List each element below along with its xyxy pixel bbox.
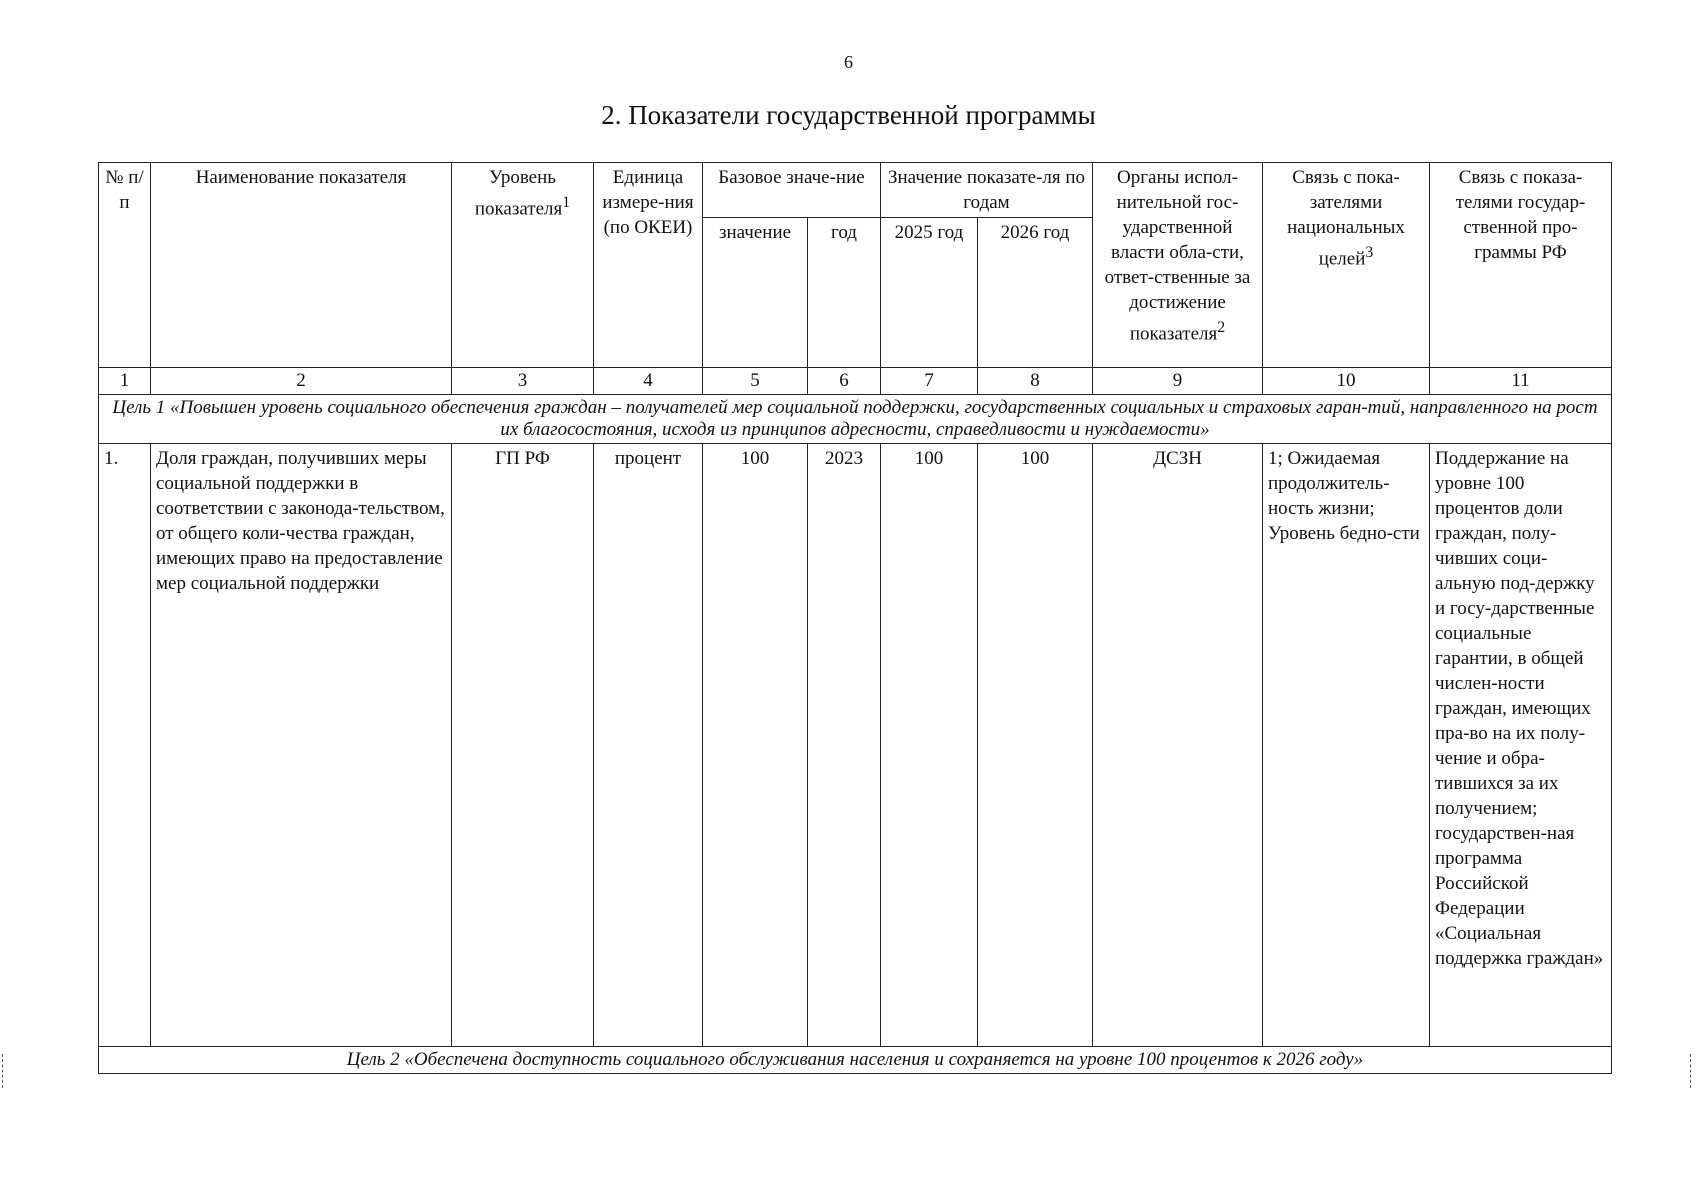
footnote-mark: 2 [1217, 319, 1226, 336]
header-number: № п/ п [99, 163, 151, 368]
header-value-2026: 2026 год [978, 218, 1093, 368]
national-goals-link: 1; Ожидаемая продолжитель-ность жизни; Уровень бедно-сти [1263, 444, 1430, 1047]
column-number: 8 [978, 368, 1093, 395]
column-number: 1 [99, 368, 151, 395]
header-indicator-level: Уровень показателя$^1$ [452, 163, 594, 368]
table-row [99, 444, 1612, 1047]
goal-row [99, 395, 1612, 444]
column-number: 6 [808, 368, 881, 395]
base-value: 100 [703, 444, 808, 1047]
column-number: 9 [1093, 368, 1263, 395]
header-base-year: год [808, 218, 881, 368]
indicator-unit: процент [594, 444, 703, 1047]
header-base-value-group: Базовое значе-ние [703, 163, 881, 218]
scan-edge-mark [2, 1054, 5, 1088]
rf-program-link: Поддержание на уровне 100 процентов доли граждан, полу-чивших соци-альную под-держку и госу-дарственные социальные гарантии, в общей числен-ности граждан, имеющих пра-во на их полу-чение и обра-тившихся за их получением; государствен-ная программа Российской Федерации «Социальная поддержка граждан» [1430, 444, 1612, 1047]
value-2025: 100 [881, 444, 978, 1047]
header-unit: Единица измере-ния (по ОКЕИ) [594, 163, 703, 368]
column-number: 2 [151, 368, 452, 395]
header-national-goals: Связь с пока-зателями национальных целей$^3$ [1263, 163, 1430, 368]
footnote-mark: 1 [562, 194, 571, 211]
footnote-mark: 3 [1365, 244, 1374, 261]
responsible-authority: ДСЗН [1093, 444, 1263, 1047]
base-year: 2023 [808, 444, 881, 1047]
column-number: 3 [452, 368, 594, 395]
header-indicator-name: Наименование показателя [151, 163, 452, 368]
column-number: 4 [594, 368, 703, 395]
header-rf-program: Связь с показа-телями государ-ственной про-граммы РФ [1430, 163, 1612, 368]
indicator-level: ГП РФ [452, 444, 594, 1047]
page-title: 2. Показатели государственной программы [601, 100, 1096, 130]
indicators-table [98, 162, 1612, 1074]
header-base-value: значение [703, 218, 808, 368]
table-header-row [99, 163, 1612, 218]
column-number: 11 [1430, 368, 1612, 395]
column-number: 5 [703, 368, 808, 395]
header-value-2025: 2025 год [881, 218, 978, 368]
scan-edge-mark [1690, 1054, 1693, 1088]
header-authorities: Органы испол-нительной гос-ударственной власти обла-сти, ответ-ственные за достижение показателя$^2$ [1093, 163, 1263, 368]
column-number: 10 [1263, 368, 1430, 395]
goal-1-text: Цель 1 «Повышен уровень социального обеспечения граждан – получателей мер социальной поддержки, государственных социальных и страховых гаран-тий, направленного на рост их благосостояния, исходя из принципов адресности, справедливости и нуждаемости» [99, 395, 1612, 444]
value-2026: 100 [978, 444, 1093, 1047]
column-numbers-row [99, 368, 1612, 395]
row-number: 1. [99, 444, 151, 1047]
goal-row [99, 1047, 1612, 1074]
indicator-name: Доля граждан, получивших меры социальной поддержки в соответствии с законода-тельством, от общего коли-чества граждан, имеющих право на предоставление мер социальной поддержки [151, 444, 452, 1047]
page-number: 6 [844, 52, 853, 72]
goal-2-text: Цель 2 «Обеспечена доступность социального обслуживания населения и сохраняется на уровне 100 процентов к 2026 году» [99, 1047, 1612, 1074]
column-number: 7 [881, 368, 978, 395]
header-yearly-values-group: Значение показате-ля по годам [881, 163, 1093, 218]
